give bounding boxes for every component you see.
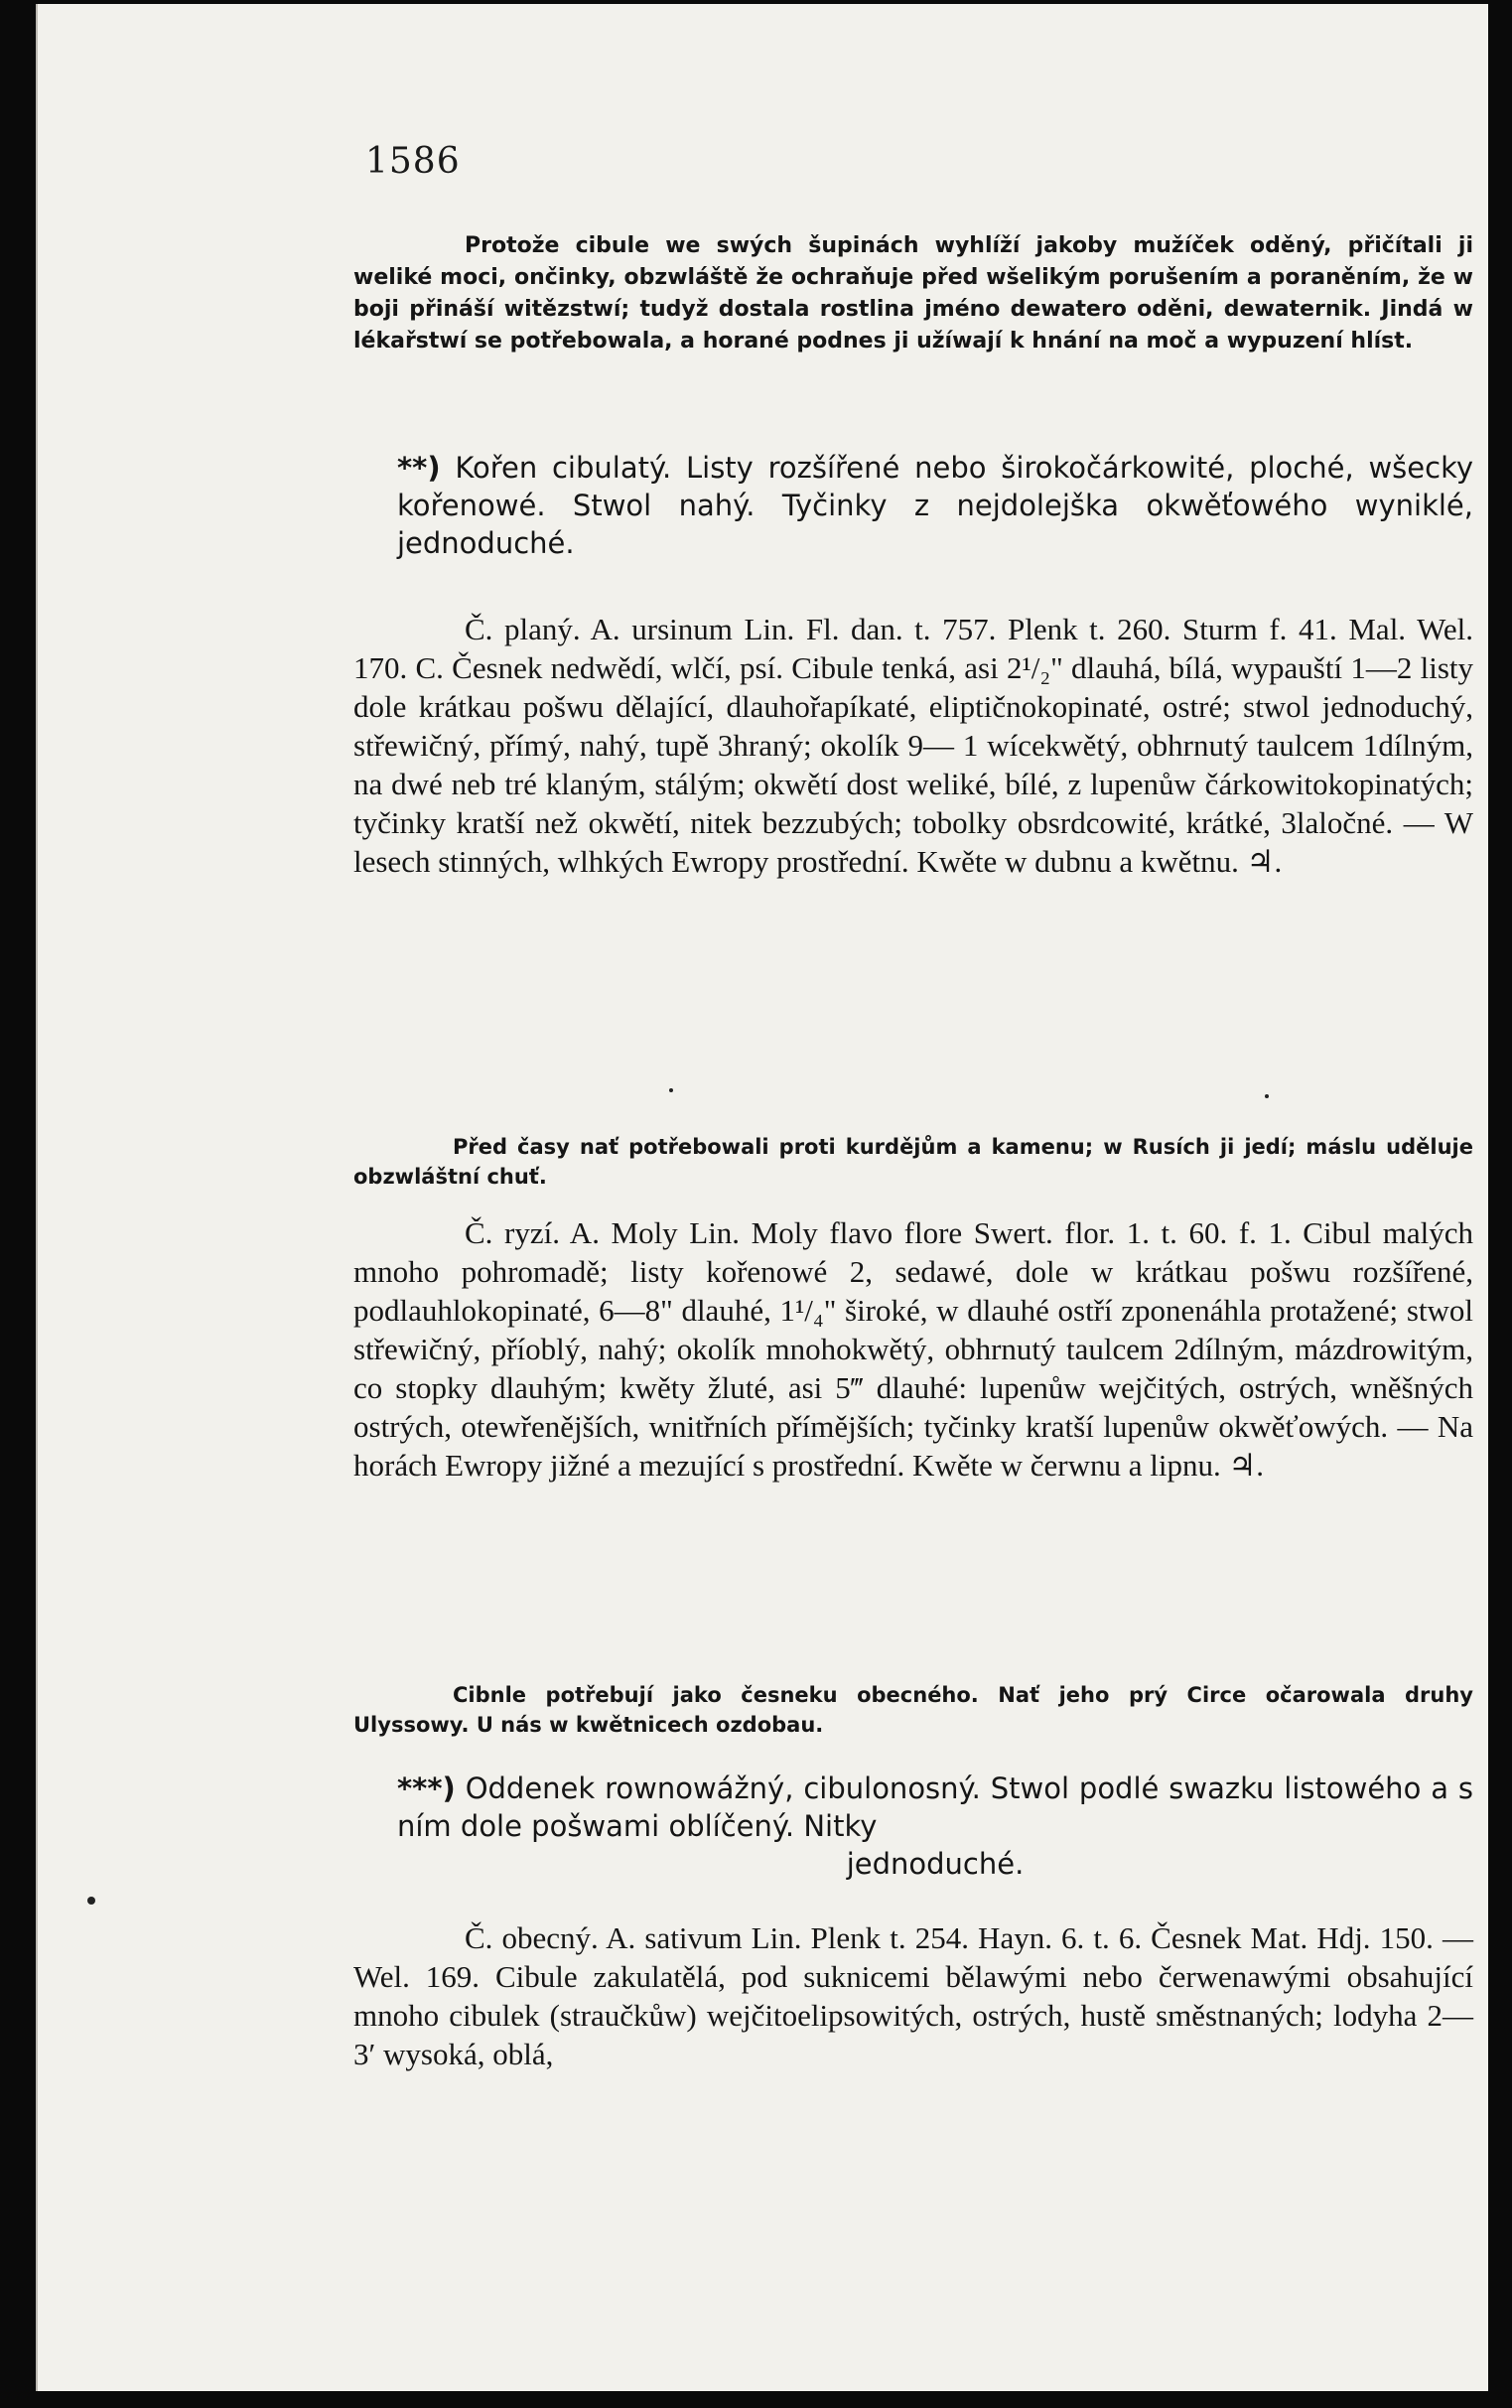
scan-speck — [669, 1088, 673, 1092]
section-2-heading-paragraph — [397, 449, 1473, 562]
scan-speck — [1265, 1094, 1269, 1098]
section-3-heading-tail: jednoduché. — [846, 1847, 1025, 1881]
section-2-heading-text: Kořen cibulatý. Listy rozšířené nebo širokočárkowité, ploché, wšecky kořenowé. Stwol nahý. Tyčinky z nejdolejška okwěťowého wyniklé, jednoduché. — [397, 451, 1473, 560]
scan-speck — [87, 1897, 95, 1905]
page-number: 1586 — [365, 141, 461, 182]
section-3-heading-paragraph — [397, 1770, 1473, 1845]
ursinum-note-paragraph: Před časy nať potřebowali proti kurdějům a kamenu; w Rusích ji jedí; máslu uděluje obzwláštní chuť. — [353, 1135, 1473, 1189]
moly-note-paragraph: Cibnle potřebují jako česneku obecného. Nať jeho prý Circe očarowala druhy Ulyssowy. U nás w kwětnicech ozdobau. — [353, 1683, 1473, 1737]
section-3-heading-block — [397, 1770, 1473, 1883]
allium-moly-paragraph: Č. ryzí. A. Moly Lin. Moly flavo flore Swert. flor. 1. t. 60. f. 1. Cibul malých mnoho pohromadě; listy kořenowé 2, sedawé, dole w krátkau pošwu rozšířené, podlauhlokopinaté, 6—8" dlauhé, 1¹/₄" široké, w dlauhé ostří zponenáhla protažené; stwol střewičný, příoblý, nahý; okolík mnohokwětý, obhrnutý taulcem 2dílným, mázdrowitým, co stopky dlauhým; kwěty žluté, asi 5‴ dlauhé: lupenůw wejčitých, ostrých, wněšných ostrých, otewřenějších, wnitřních přímějších; tyčinky kratší lupenůw okwěťowých. — Na horách Ewropy jižné a mezující s prostřední. Kwěte w čerwnu a lipnu. ♃. — [353, 1215, 1473, 1483]
ursinum-note-block — [353, 1132, 1473, 1192]
allium-sativum-paragraph: Č. obecný. A. sativum Lin. Plenk t. 254. Hayn. 6. t. 6. Česnek Mat. Hdj. 150. — Wel. 169. Cibule zakulatělá, pod suknicemi bělawými nebo čerwenawými obsahující mnoho cibulek (straučkůw) wejčitoelipsowitých, ostrých, hustě směstnaných; lodyha 2—3′ wysoká, oblá, — [353, 1920, 1473, 2071]
section-3-heading-text: Oddenek rownowážný, cibulonosný. Stwol podlé swazku listowého a s ním dole pošwami oblíčený. Nitky — [397, 1771, 1474, 1843]
intro-note-block — [353, 230, 1473, 357]
book-page — [36, 4, 1488, 2391]
allium-ursinum-paragraph: Č. planý. A. ursinum Lin. Fl. dan. t. 757. Plenk t. 260. Sturm f. 41. Mal. Wel. 170. C. Česnek nedwědí, wlčí, psí. Cibule tenká, asi 2¹/₂" dlauhá, bílá, wypauští 1—2 listy dole krátkau pošwu dělající, dlauhořapíkaté, eliptičnokopinaté, ostré; stwol jednoduchý, střewičný, přímý, nahý, tupě 3hraný; okolík 9— 1 wícekwětý, obhrnutý taulcem 1dílným, na dwé neb tré klaným, stálým; okwětí dost weliké, bílé, z lupenůw čárkowitokopinatých; tyčinky kratší než okwětí, nitek bezzubých; tobolky obsrdcowité, krátké, 3laločné. — W lesech stinných, wlhkých Ewropy prostřední. Kwěte w dubnu a kwětnu. ♃. — [353, 612, 1473, 879]
section-2-heading-block — [397, 449, 1473, 562]
allium-sativum-block — [353, 1918, 1473, 2073]
intro-note-paragraph: Protože cibule we swých šupinách wyhlíží jakoby mužíček oděný, přičítali ji weliké moci, ončinky, obzwláště že ochraňuje před wšelikým porušením a poraněním, že w boji přináší witězstwí; tudyž dostala rostlina jméno dewatero oděni, dewaternik. Jindá w lékařstwí se potřebowala, a horané podnes ji užíwají k hnání na moč a wypuzení hlíst. — [353, 233, 1473, 354]
section-2-heading-marker: **) — [397, 451, 441, 485]
allium-ursinum-block — [353, 610, 1473, 881]
moly-note-block — [353, 1680, 1473, 1740]
allium-moly-block — [353, 1213, 1473, 1485]
section-3-heading-marker: ***) — [397, 1771, 456, 1805]
